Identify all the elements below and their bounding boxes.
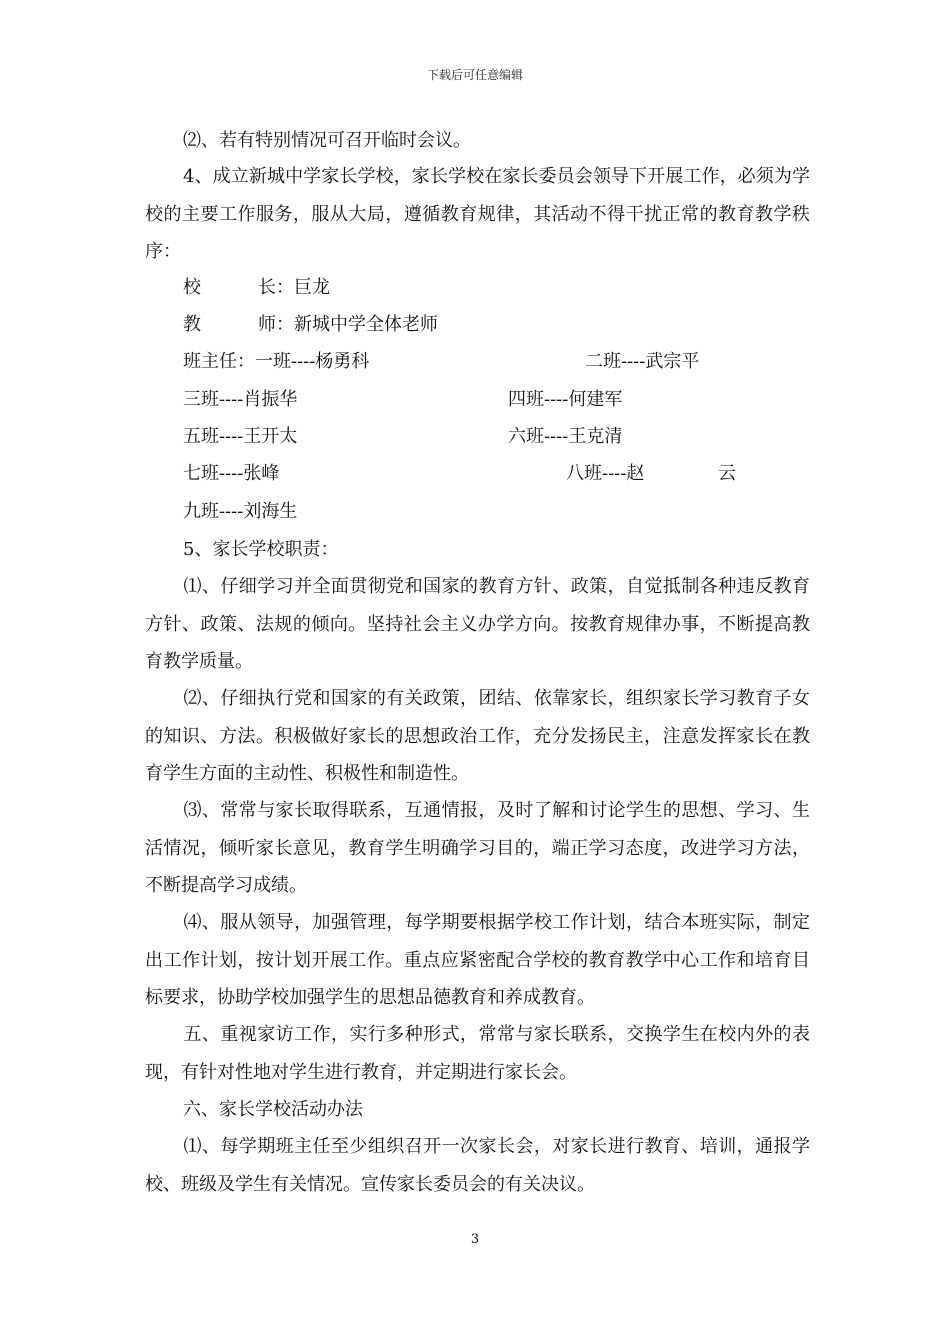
- paragraph-home-visits: 五、重视家访工作，实行多种形式，常常与家长联系，交换学生在校内外的表现，有针对性地对学生进行教育，并定期进行家长会。: [145, 1024, 810, 1083]
- roster-class-7: 七班----张峰: [183, 463, 280, 484]
- roster-class-1: 班主任：一班----杨勇科: [183, 351, 370, 372]
- page-header-note: 下载后可任意编辑: [426, 68, 523, 82]
- teacher-label-a: 教: [183, 314, 201, 335]
- paragraph-duties-heading: 5、家长学校职责：: [183, 539, 339, 560]
- page-number: 3: [470, 1232, 480, 1247]
- roster-class-5: 五班----王开太: [183, 426, 298, 447]
- principal-label-a: 校: [183, 277, 201, 298]
- paragraph-activity-1: ⑴、每学期班主任至少组织召开一次家长会，对家长进行教育、培训，通报学校、班级及学生有关情况。宣传家长委员会的有关决议。: [145, 1136, 810, 1195]
- roster-class-8-tail: 云: [718, 463, 736, 484]
- roster-class-6: 六班----王克清: [508, 426, 623, 447]
- paragraph-duty-4: ⑷、服从领导，加强管理，每学期要根据学校工作计划，结合本班实际，制定出工作计划，按计划开展工作。重点应紧密配合学校的教育教学中心工作和培育目标要求，协助学校加强学生的思想品德教育和养成教育。: [145, 912, 810, 1008]
- paragraph-parent-school: 4、成立新城中学家长学校，家长学校在家长委员会领导下开展工作，必须为学校的主要工作服务，服从大局，遵循教育规律，其活动不得干扰正常的教育教学秩序：: [145, 166, 810, 262]
- principal-label-b: 长：巨龙: [258, 277, 330, 298]
- paragraph-duty-1: ⑴、仔细学习并全面贯彻党和国家的教育方针、政策，自觉抵制各种违反教育方针、政策、法规的倾向。坚持社会主义办学方向。按教育规律办事，不断提高教育教学质量。: [145, 576, 810, 672]
- roster-class-3: 三班----肖振华: [183, 389, 298, 410]
- paragraph-duty-2: ⑵、仔细执行党和国家的有关政策，团结、依靠家长，组织家长学习教育子女的知识、方法。积极做好家长的思想政治工作，充分发扬民主，注意发挥家长在教育学生方面的主动性、积极性和制造性。: [145, 688, 810, 784]
- paragraph-activity-methods-heading: 六、家长学校活动办法: [183, 1099, 363, 1120]
- roster-class-4: 四班----何建军: [508, 389, 623, 410]
- roster-class-8: 八班----赵: [566, 463, 645, 484]
- roster-class-9: 九班----刘海生: [183, 501, 298, 522]
- paragraph-temporary-meeting: ⑵、若有特别情况可召开临时会议。: [183, 130, 471, 151]
- teacher-label-b: 师：新城中学全体老师: [258, 314, 438, 335]
- paragraph-duty-3: ⑶、常常与家长取得联系，互通情报，及时了解和讨论学生的思想、学习、生活情况，倾听家长意见，教育学生明确学习目的，端正学习态度，改进学习方法，不断提高学习成绩。: [145, 800, 810, 896]
- roster-class-2: 二班----武宗平: [585, 351, 700, 372]
